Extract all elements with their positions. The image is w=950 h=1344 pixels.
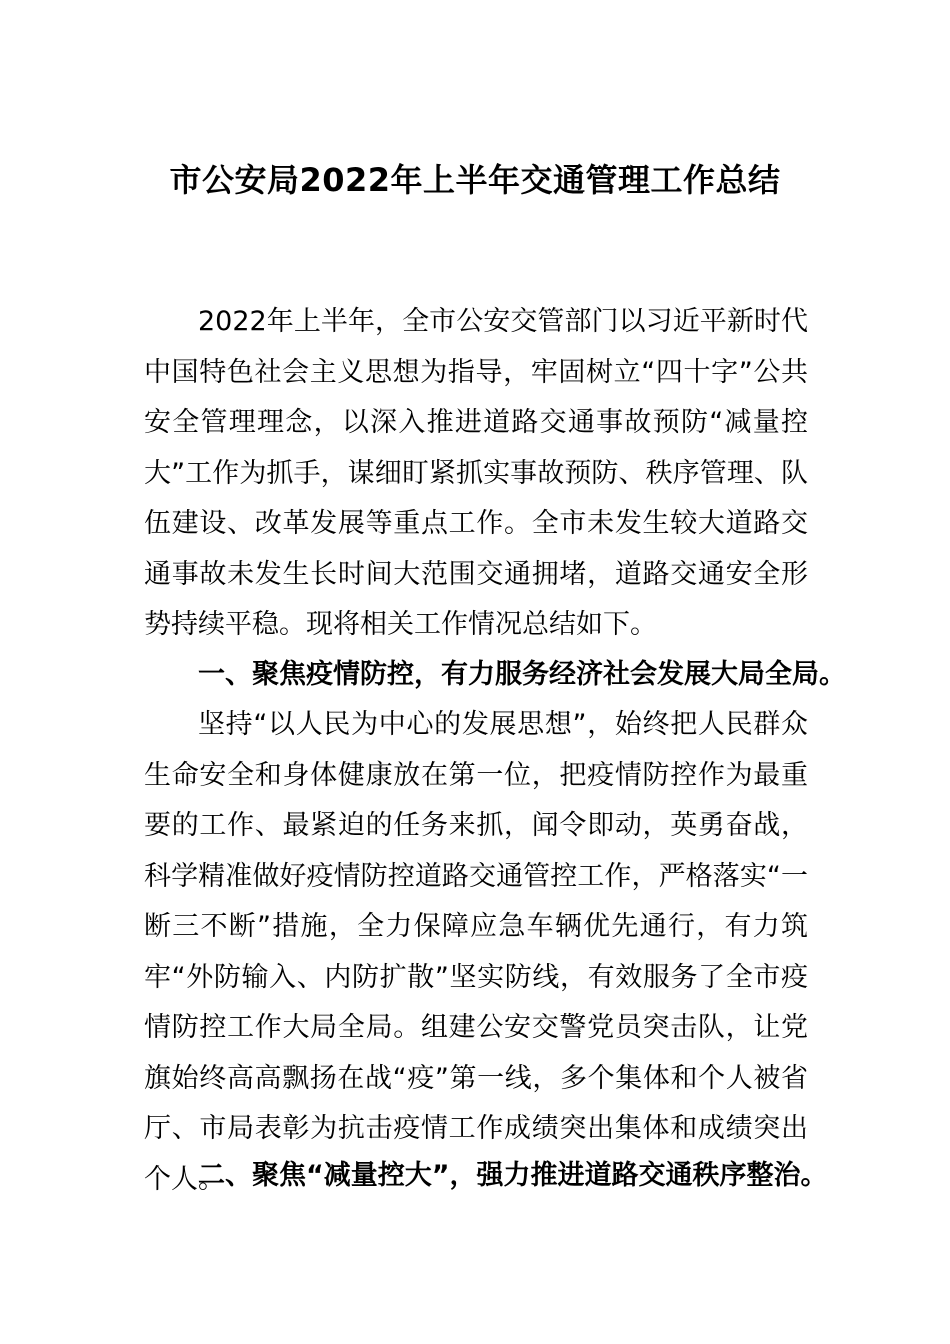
section-1-paragraph: 坚持“以人民为中心的发展思想”，始终把人民群众生命安全和身体健康放在第一位，把疫情防控作为最重要的工作、最紧迫的任务来抓，闻令即动，英勇奋战，科学精准做好疫情防控道路交通管控工作，严格落实“一断三不断”措施，全力保障应急车辆优先通行，有力筑牢“外防输入、内防扩散”坚实防线，有效服务了全市疫情防控工作大局全局。组建公安交警党员突击队，让党旗始终高高飘扬在战“疫”第一线，多个集体和个人被省厅、市局表彰为抗击疫情工作成绩突出集体和成绩突出个人。 xyxy=(144,709,808,1195)
intro-paragraph: 2022年上半年，全市公安交管部门以习近平新时代中国特色社会主义思想为指导，牢固树立“四十字”公共安全管理理念，以深入推进道路交通事故预防“减量控大”工作为抓手，谋细盯紧抓实事故预防、秩序管理、队伍建设、改革发展等重点工作。全市未发生较大道路交通事故未发生长时间大范围交通拥堵，道路交通安全形势持续平稳。现将相关工作情况总结如下。 xyxy=(144,306,808,640)
section-1-heading: 一、聚焦疫情防控，有力服务经济社会发展大局全局。 xyxy=(198,659,846,690)
section-2-heading: 二、聚焦“减量控大”，强力推进道路交通秩序整治。 xyxy=(198,1160,828,1191)
document-title: 市公安局2022年上半年交通管理工作总结 xyxy=(169,161,781,199)
